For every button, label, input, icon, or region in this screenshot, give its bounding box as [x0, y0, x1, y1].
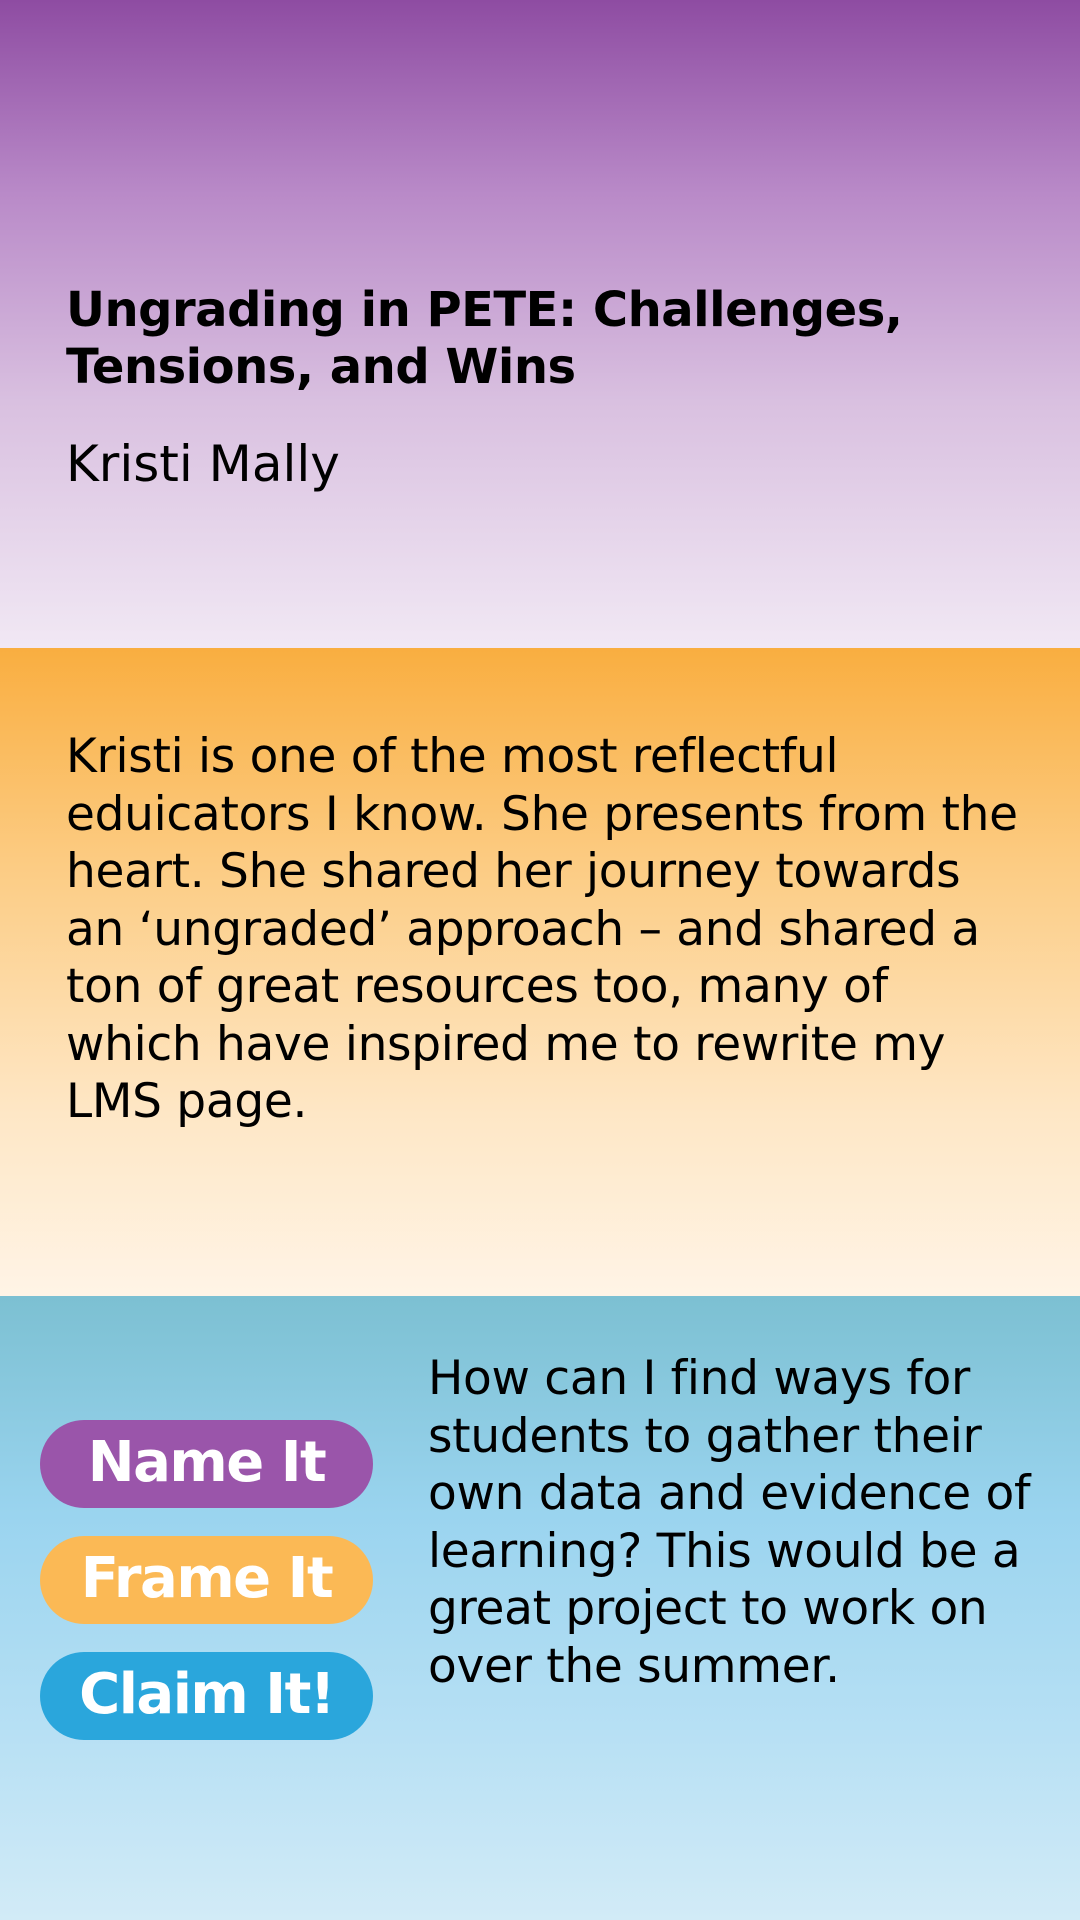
- claim-it-badge: Claim It!: [40, 1652, 373, 1740]
- quote-text: Kristi is one of the most reflectful eduicators I know. She presents from the heart. She shared her journey towards an ‘ungraded’ approach – and shared a ton of great resources too, many of which have inspired me to rewrite my LMS page.: [66, 729, 1018, 1129]
- frame-it-badge: Frame It: [40, 1536, 373, 1624]
- name-it-badge: Name It: [40, 1420, 373, 1508]
- presenter-name: Kristi Mally: [66, 435, 340, 493]
- session-title: Ungrading in PETE: Challenges, Tensions, and Wins: [66, 282, 903, 395]
- reflection-text: How can I find ways for students to gather their own data and evidence of learning? This would be a great project to work on over the summer.: [428, 1351, 1031, 1694]
